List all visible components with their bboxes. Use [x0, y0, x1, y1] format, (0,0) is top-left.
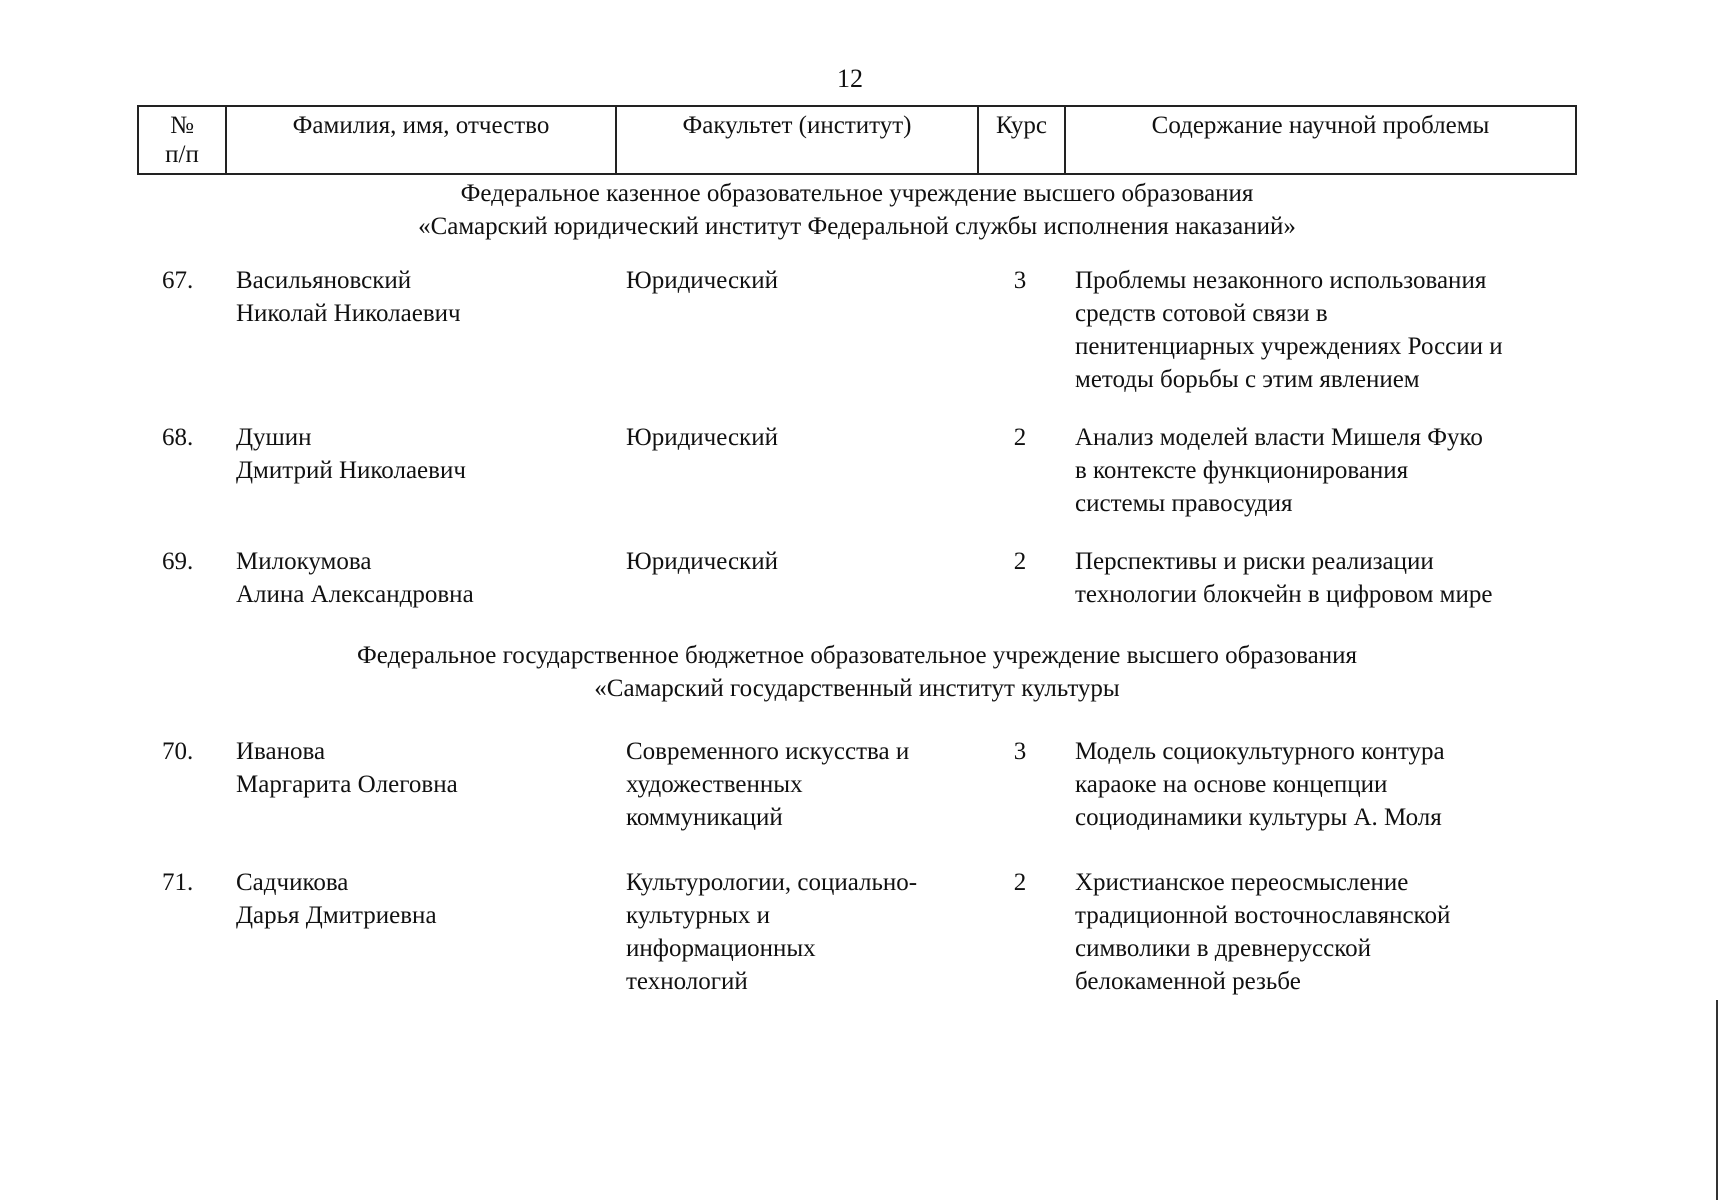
page-number: 12 — [837, 64, 863, 93]
section-heading-line: Федеральное государственное бюджетное образовательное учреждение высшего образования — [357, 642, 1357, 669]
surname: Иванова — [236, 738, 326, 765]
given-names: Дмитрий Николаевич — [236, 457, 466, 484]
topic-line: системы правосудия — [1075, 490, 1293, 517]
row-name — [236, 735, 616, 801]
given-names: Дарья Дмитриевна — [236, 902, 437, 929]
row-topic — [1075, 264, 1590, 396]
faculty-line: художественных — [626, 771, 803, 798]
header-faculty-cell: Факультет (институт) — [617, 107, 979, 173]
given-names: Маргарита Олеговна — [236, 771, 458, 798]
header-course-cell: Курс — [979, 107, 1066, 173]
faculty-line: Современного искусства и — [626, 738, 910, 765]
faculty-line: Юридический — [626, 267, 778, 294]
topic-line: Анализ моделей власти Мишеля Фуко — [1075, 424, 1483, 451]
section-heading-line: «Самарский юридический институт Федеральной службы исполнения наказаний» — [418, 213, 1296, 240]
row-course: 3 — [1013, 738, 1027, 765]
header-name-cell: Фамилия, имя, отчество — [227, 107, 617, 173]
topic-line: Перспективы и риски реализации — [1075, 548, 1434, 575]
table-header — [137, 105, 1577, 175]
row-topic — [1075, 545, 1590, 611]
topic-line: социодинамики культуры А. Моля — [1075, 804, 1442, 831]
row-course: 2 — [1013, 869, 1027, 896]
row-course: 3 — [1013, 267, 1027, 294]
topic-line: методы борьбы с этим явлением — [1075, 366, 1420, 393]
topic-line: традиционной восточнославянской — [1075, 902, 1451, 929]
row-number: 69. — [162, 548, 194, 575]
row-name — [236, 264, 616, 330]
section-heading-line: «Самарский государственный институт культуры — [594, 675, 1120, 702]
row-topic — [1075, 866, 1590, 998]
topic-line: Модель социокультурного контура — [1075, 738, 1445, 765]
row-topic — [1075, 421, 1590, 520]
surname: Милокумова — [236, 548, 372, 575]
topic-line: Проблемы незаконного использования — [1075, 267, 1487, 294]
surname: Душин — [236, 424, 312, 451]
row-faculty — [626, 421, 996, 454]
row-faculty — [626, 866, 996, 998]
row-number: 67. — [162, 267, 194, 294]
topic-line: белокаменной резьбе — [1075, 968, 1301, 995]
row-number: 71. — [162, 869, 194, 896]
faculty-line: коммуникаций — [626, 804, 783, 831]
row-number: 68. — [162, 424, 194, 451]
topic-line: караоке на основе концепции — [1075, 771, 1388, 798]
header-topic-cell: Содержание научной проблемы — [1151, 112, 1490, 139]
surname: Садчикова — [236, 869, 349, 896]
faculty-line: Юридический — [626, 548, 778, 575]
section-heading-line: Федеральное казенное образовательное учреждение высшего образования — [460, 180, 1254, 207]
faculty-line: технологий — [626, 968, 748, 995]
faculty-line: информационных — [626, 935, 816, 962]
row-course: 2 — [1013, 424, 1027, 451]
surname: Васильяновский — [236, 267, 412, 294]
row-faculty — [626, 735, 996, 834]
faculty-line: Юридический — [626, 424, 778, 451]
faculty-line: Культурологии, социально- — [626, 869, 918, 896]
row-number: 70. — [162, 738, 194, 765]
faculty-line: культурных и — [626, 902, 771, 929]
row-name — [236, 866, 616, 932]
topic-line: технологии блокчейн в цифровом мире — [1075, 581, 1493, 608]
header-number-sublabel: п/п — [165, 141, 199, 168]
topic-line: пенитенциарных учреждениях России и — [1075, 333, 1503, 360]
header-number-label: № — [170, 112, 194, 139]
row-course: 2 — [1013, 548, 1027, 575]
topic-line: символики в древнерусской — [1075, 935, 1371, 962]
topic-line: в контексте функционирования — [1075, 457, 1409, 484]
given-names: Алина Александровна — [236, 581, 474, 608]
row-topic — [1075, 735, 1590, 834]
section-heading-2 — [137, 639, 1577, 705]
row-faculty — [626, 264, 996, 297]
row-name — [236, 545, 616, 611]
given-names: Николай Николаевич — [236, 300, 461, 327]
section-heading-1 — [137, 177, 1577, 243]
header-number-cell — [139, 107, 227, 173]
topic-line: Христианское переосмысление — [1075, 869, 1409, 896]
topic-line: средств сотовой связи в — [1075, 300, 1328, 327]
row-name — [236, 421, 616, 487]
row-faculty — [626, 545, 996, 578]
